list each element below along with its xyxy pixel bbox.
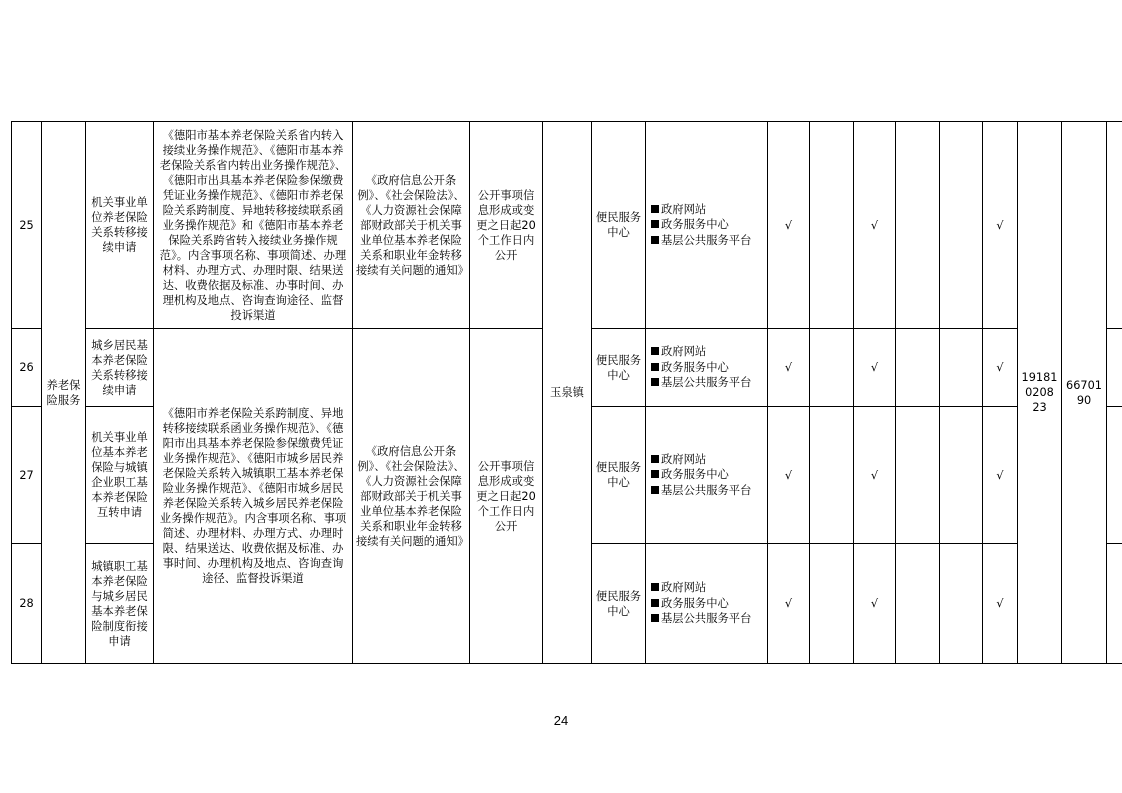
content-cell: 《德阳市基本养老保险关系省内转入接续业务操作规范》、《德阳市基本养老保险关系省内转出业务操作规范》、《德阳市出具基本养老保险参保缴费凭证业务操作规范》、《德阳市养老保险关系跨制度、异地转移接续联系函业务操作规范》和《德阳市基本养老保险关系跨省转入接续业务操作规范》。内含事项名称、事项简述、办理材料、办理方式、办理时限、结果送达、收费依据及标准、办事时间、办理机构及地点、咨询查询途径、监督投诉渠道 (154, 122, 353, 329)
phone-cell-1: 191810208 23 (1018, 122, 1062, 664)
channel-item: 基层公共服务平台 (649, 375, 764, 391)
phone-cell-2: 6670190 (1062, 122, 1107, 664)
check-mark: √ (854, 407, 896, 544)
channel-item: 基层公共服务平台 (649, 611, 764, 627)
channel-item: 政府网站 (649, 344, 764, 360)
square-bullet-icon (651, 583, 659, 591)
town-cell: 玉泉镇 (543, 122, 592, 664)
table-row (12, 122, 1122, 329)
empty-cell (940, 329, 983, 407)
channels-cell (646, 407, 768, 544)
empty-cell (1107, 329, 1122, 407)
subject-cell: 便民服务中心 (592, 122, 646, 329)
square-bullet-icon (651, 455, 659, 463)
channel-item: 政务服务中心 (649, 360, 764, 376)
basis-cell: 《政府信息公开条例》、《社会保险法》、《人力资源社会保障部财政部关于机关事业单位基本养老保险关系和职业年金转移接续有关问题的通知》 (353, 122, 470, 329)
empty-cell (1107, 122, 1122, 329)
time-cell: 公开事项信息形成或变更之日起20个工作日内公开 (470, 122, 543, 329)
check-mark: √ (768, 544, 810, 664)
check-mark: √ (983, 122, 1018, 329)
channel-item: 政务服务中心 (649, 596, 764, 612)
empty-cell (810, 544, 854, 664)
square-bullet-icon (651, 599, 659, 607)
channel-item: 政府网站 (649, 580, 764, 596)
empty-cell (810, 407, 854, 544)
channel-item: 政务服务中心 (649, 467, 764, 483)
content-cell: 《德阳市养老保险关系跨制度、异地转移接续联系函业务操作规范》、《德阳市出具基本养老保险参保缴费凭证业务操作规范》、《德阳市城乡居民养老保险关系转入城镇职工基本养老保险业务操作规范》、《德阳市城乡居民养老保险关系转入城乡居民养老保险业务操作规范》。内含事项名称、事项简述、办理材料、办理方式、办理时限、结果送达、收费依据及标准、办事时间、办理机构及地点、咨询查询途径、监督投诉渠道 (154, 329, 353, 664)
channels-cell (646, 544, 768, 664)
item-name: 城镇职工基本养老保险与城乡居民基本养老保险制度衔接申请 (86, 544, 154, 664)
check-mark: √ (854, 329, 896, 407)
row-number: 26 (12, 329, 42, 407)
check-mark: √ (768, 407, 810, 544)
square-bullet-icon (651, 347, 659, 355)
empty-cell (940, 407, 983, 544)
subject-cell: 便民服务中心 (592, 544, 646, 664)
square-bullet-icon (651, 236, 659, 244)
channel-item: 政务服务中心 (649, 217, 764, 233)
empty-cell (940, 122, 983, 329)
empty-cell (896, 407, 940, 544)
check-mark: √ (854, 544, 896, 664)
channel-item: 政府网站 (649, 202, 764, 218)
channels-cell (646, 122, 768, 329)
check-mark: √ (768, 329, 810, 407)
check-mark: √ (768, 122, 810, 329)
channel-item: 基层公共服务平台 (649, 483, 764, 499)
channels-cell (646, 329, 768, 407)
disclosure-table (11, 121, 1122, 664)
square-bullet-icon (651, 220, 659, 228)
channel-item: 基层公共服务平台 (649, 233, 764, 249)
square-bullet-icon (651, 378, 659, 386)
empty-cell (810, 329, 854, 407)
empty-cell (896, 544, 940, 664)
row-number: 25 (12, 122, 42, 329)
empty-cell (896, 122, 940, 329)
check-mark: √ (983, 329, 1018, 407)
row-number: 27 (12, 407, 42, 544)
item-name: 机关事业单位基本养老保险与城镇企业职工基本养老保险互转申请 (86, 407, 154, 544)
row-number: 28 (12, 544, 42, 664)
square-bullet-icon (651, 205, 659, 213)
square-bullet-icon (651, 614, 659, 622)
item-name: 城乡居民基本养老保险关系转移接续申请 (86, 329, 154, 407)
subject-cell: 便民服务中心 (592, 329, 646, 407)
check-mark: √ (983, 544, 1018, 664)
channel-item: 政府网站 (649, 452, 764, 468)
empty-cell (1107, 407, 1122, 544)
empty-cell (1107, 544, 1122, 664)
page-number: 24 (553, 713, 569, 728)
empty-cell (896, 329, 940, 407)
check-mark: √ (854, 122, 896, 329)
check-mark: √ (983, 407, 1018, 544)
empty-cell (810, 122, 854, 329)
item-name: 机关事业单位养老保险关系转移接续申请 (86, 122, 154, 329)
time-cell: 公开事项信息形成或变更之日起20个工作日内公开 (470, 329, 543, 664)
basis-cell: 《政府信息公开条例》、《社会保险法》、《人力资源社会保障部财政部关于机关事业单位基本养老保险关系和职业年金转移接续有关问题的通知》 (353, 329, 470, 664)
empty-cell (940, 544, 983, 664)
category-cell (42, 122, 86, 664)
square-bullet-icon (651, 363, 659, 371)
subject-cell: 便民服务中心 (592, 407, 646, 544)
category-label: 养老保险服务 (46, 378, 81, 407)
square-bullet-icon (651, 470, 659, 478)
square-bullet-icon (651, 486, 659, 494)
